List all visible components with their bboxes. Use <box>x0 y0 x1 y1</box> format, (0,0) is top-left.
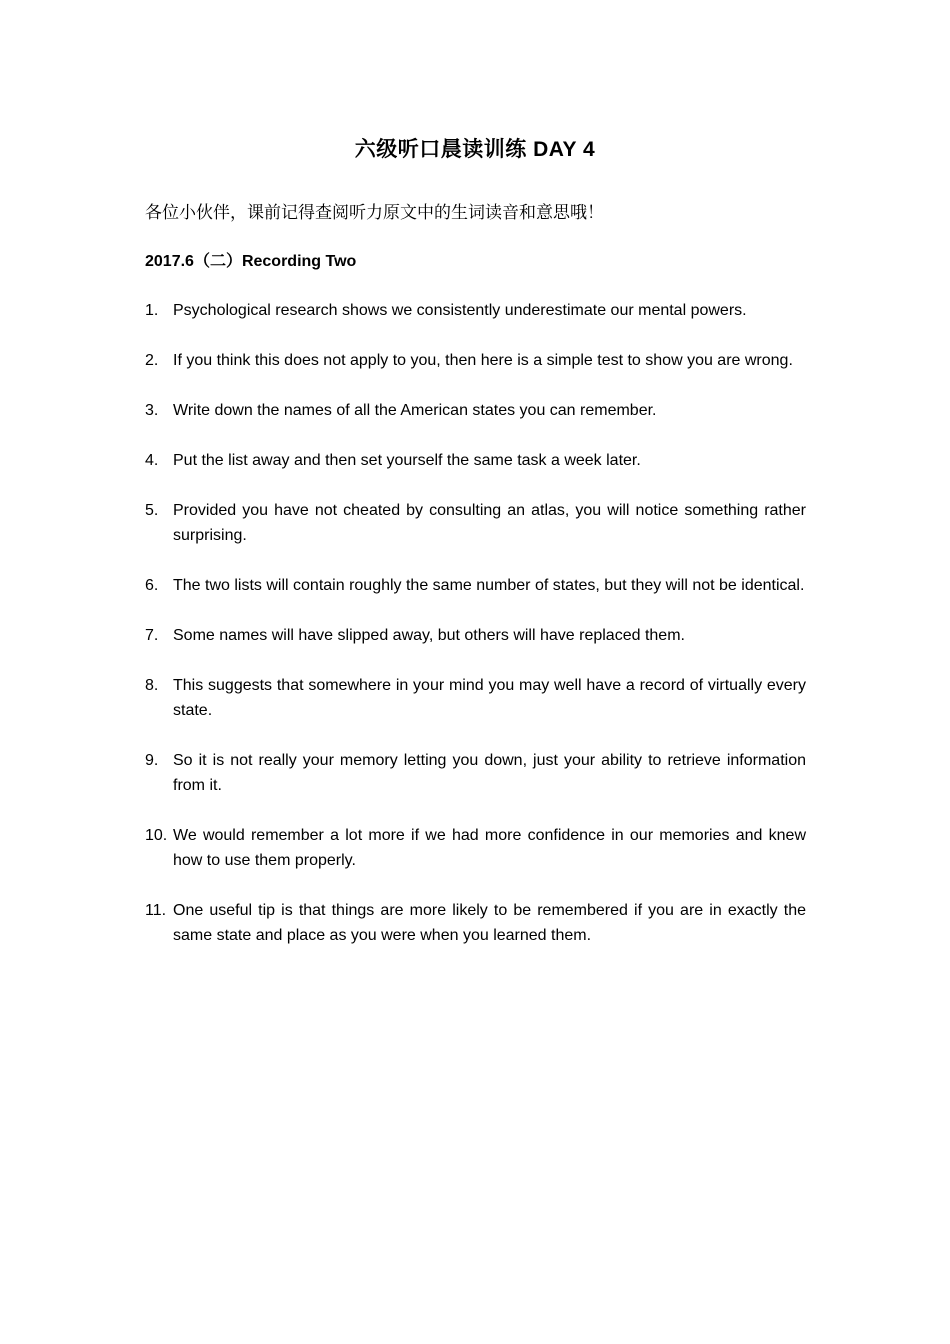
list-item-number: 2. <box>145 352 159 369</box>
list-item-text: So it is not really your memory letting you down, just your ability to retrieve information from it. <box>173 752 806 794</box>
list-item-text: If you think this does not apply to you, then here is a simple test to show you are wrong. <box>173 352 793 369</box>
list-item-number: 8. <box>145 677 159 694</box>
list-item-text: Put the list away and then set yourself the same task a week later. <box>173 452 641 469</box>
list-item-text: We would remember a lot more if we had more confidence in our memories and knew how to use them properly. <box>173 827 806 869</box>
list-item <box>145 298 806 323</box>
intro-text: 各位小伙伴，课前记得查阅听力原文中的生词读音和意思哦！ <box>145 203 604 223</box>
list-item-text: Psychological research shows we consistently underestimate our mental powers. <box>173 302 747 319</box>
list-item-text: Write down the names of all the American states you can remember. <box>173 402 657 419</box>
list-item <box>145 573 806 598</box>
list-item-number: 9. <box>145 752 159 769</box>
list-item-text: Some names will have slipped away, but others will have replaced them. <box>173 627 685 644</box>
list-item-number: 5. <box>145 502 159 519</box>
sentence-list <box>145 298 806 973</box>
list-item-number: 11. <box>145 902 167 919</box>
list-item <box>145 748 806 798</box>
list-item-text: One useful tip is that things are more likely to be remembered if you are in exactly the same state and place as you were when you learned them. <box>173 902 806 944</box>
list-item <box>145 498 806 548</box>
page-title: 六级听口晨读训练 DAY 4 <box>354 138 596 161</box>
list-item-text: This suggests that somewhere in your mind you may well have a record of virtually every state. <box>173 677 806 719</box>
list-item-text: Provided you have not cheated by consulting an atlas, you will notice something rather surprising. <box>173 502 806 544</box>
list-item <box>145 898 806 948</box>
list-item <box>145 823 806 873</box>
list-item-text: The two lists will contain roughly the same number of states, but they will not be identical. <box>173 577 805 594</box>
list-item-number: 4. <box>145 452 159 469</box>
list-item <box>145 673 806 723</box>
recording-heading: 2017.6（二）Recording Two <box>145 253 357 270</box>
list-item-number: 7. <box>145 627 159 644</box>
list-item <box>145 348 806 373</box>
list-item <box>145 623 806 648</box>
list-item-number: 1. <box>145 302 159 319</box>
list-item-number: 3. <box>145 402 159 419</box>
list-item <box>145 398 806 423</box>
list-item-number: 6. <box>145 577 159 594</box>
list-item <box>145 448 806 473</box>
list-item-number: 10. <box>145 827 168 844</box>
